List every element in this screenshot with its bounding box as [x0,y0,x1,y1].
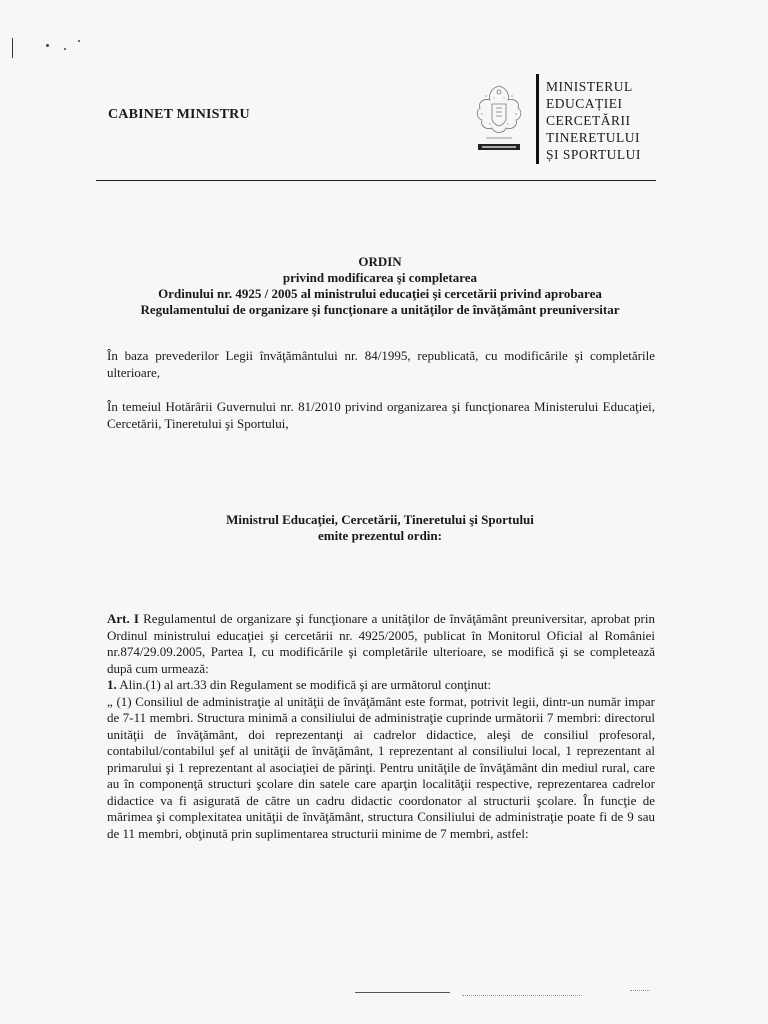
scan-artifact [64,48,66,50]
scan-artifact [12,38,13,58]
scan-artifact [78,40,80,42]
header-divider [96,180,656,181]
article-quote: „ (1) Consiliul de administraţie al unităţii de învăţământ este format, potrivit legii, dintr-un număr impar de 7-11 membri. Structura minimă a consiliului de administraţie cuprinde următorii 7 membri: directorul unităţii de învăţământ, doi reprezentanţi ai cadrelor didactice, aleşi de consiliul profesoral, contabilul/contabilul şef al unităţii de învăţământ, 1 reprezentant al consiliului local, 1 reprezentant al primarului şi 1 reprezentant al asociaţiei de părinţi. Pentru unităţile de învăţământ din mediul rural, care au în componenţă structuri şcolare din satele care aparţin localităţii respective, reprezentarea cadrelor didactice va fi asigurată de către un cadru didactic coordonator al structurii şcolare. În funcţie de mărimea şi complexitatea unităţii de învăţământ, structura Consiliului de administraţie poate fi de 9 sau de 11 membri, obţinută prin suplimentarea structurii minime de 7 membri, astfel: [107,693,655,841]
title-line: privind modificarea şi completarea [282,270,478,285]
issuer-block [80,512,680,544]
ministry-line: MINISTERUL [546,79,633,94]
issuer-line: emite prezentul ordin: [318,528,442,543]
article-intro [107,611,655,677]
point-text: Alin.(1) al art.33 din Regulament se modifică şi are următorul conţinut: [116,677,492,692]
issuer-line: Ministrul Educaţiei, Cercetării, Tineretului şi Sportului [226,512,534,527]
ministry-separator-bar [536,74,539,164]
preamble-paragraph [107,347,655,381]
ministry-name [546,78,641,163]
title-line: Ordinului nr. 4925 / 2005 al ministrului educaţiei şi cercetării privind aprobarea [158,286,602,301]
title-line: Regulamentului de organizare şi funcţionare a unităţilor de învăţământ preuniversitar [140,302,620,317]
ministry-line: CERCETĂRII [546,113,631,128]
preamble-text: În temeiul Hotărârii Guvernului nr. 81/2010 privind organizarea şi funcţionarea Ministerului Educaţiei, Cercetării, Tineretului şi Sportului, [107,399,655,431]
article-body [107,611,655,842]
article-intro-text: Regulamentul de organizare şi funcţionare a unităţilor de învăţământ preuniversitar, aprobat prin Ordinul ministrului educaţiei şi cercetării nr. 4925/2005, publicat în Monitorul Oficial al României nr.874/29.09.2005, Partea I, cu modificările şi completările ulterioare, se modifică şi se completează după cum urmează: [107,611,655,676]
scan-artifact [630,990,650,991]
ministry-line: EDUCAȚIEI [546,96,623,111]
ministry-line: TINERETULUI [546,130,640,145]
bottom-signature-line [355,992,450,993]
preamble-text: În baza prevederilor Legii învăţământului nr. 84/1995, republicată, cu modificările şi completările ulterioare, [107,348,655,380]
scan-artifact [46,44,49,47]
cabinet-label: CABINET MINISTRU [108,107,250,122]
article-label: Art. I [107,611,139,626]
point-label: 1. [107,677,117,692]
article-point [107,677,655,694]
scan-artifact [462,995,582,996]
ministry-line: ȘI SPORTULUI [546,147,641,162]
preamble-paragraph [107,398,655,432]
title-line: ORDIN [358,254,402,269]
romania-coat-of-arms-icon [468,78,530,158]
order-title [80,254,680,318]
